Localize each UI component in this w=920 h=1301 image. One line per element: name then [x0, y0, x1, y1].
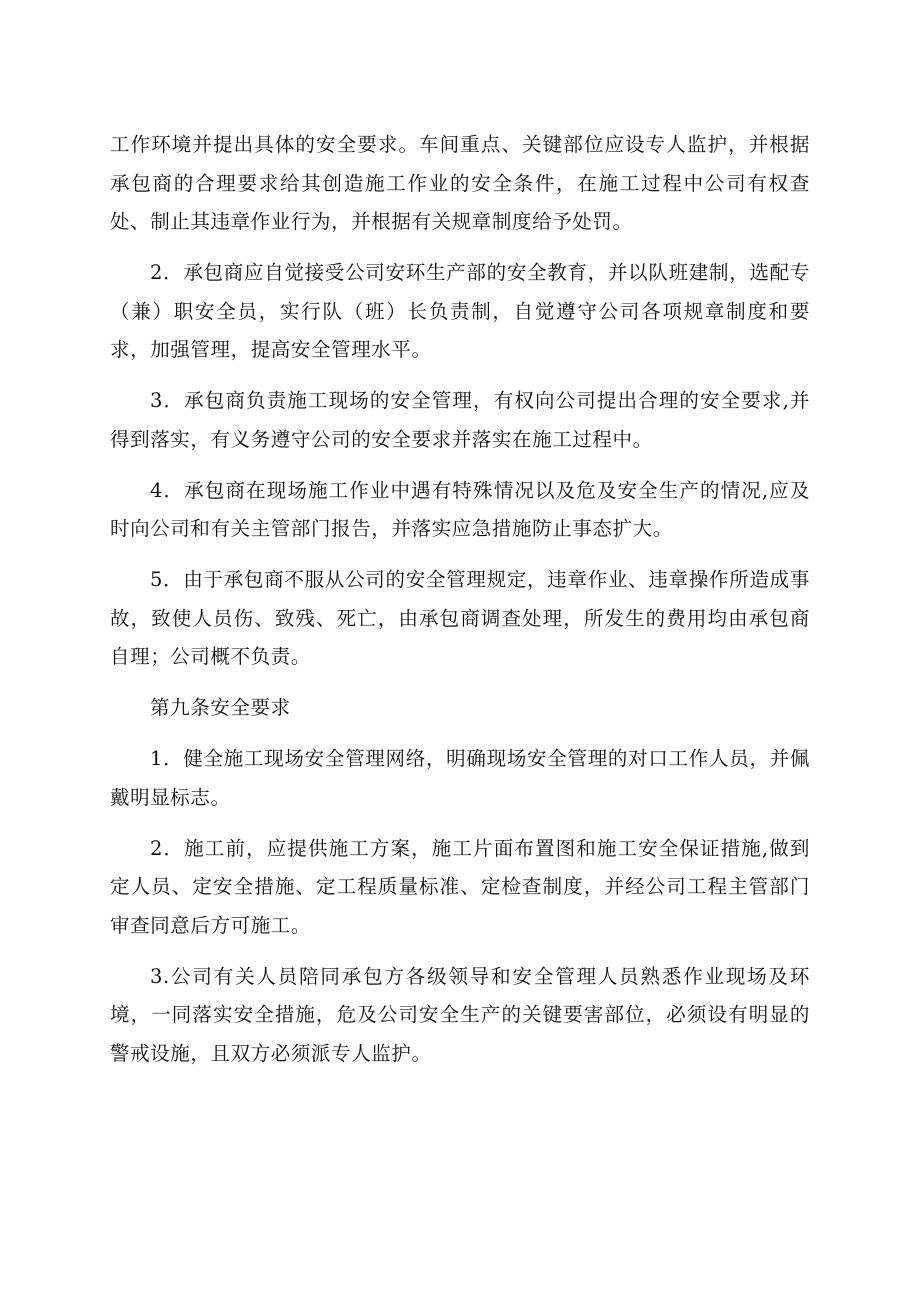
paragraph-continuation: 工作环境并提出具体的安全要求。车间重点、关键部位应设专人监护，并根据承包商的合理要求给其创造施工作业的安全条件，在施工过程中公司有权查处、制止其违章作业行为，并根据有关规章制度给予处罚。 — [110, 133, 810, 233]
safety-item-1: 1．健全施工现场安全管理网络，明确现场安全管理的对口工作人员，并佩戴明显标志。 — [110, 747, 810, 809]
paragraph-item-3: 3．承包商负责施工现场的安全管理，有权向公司提出合理的安全要求,并得到落实，有义务遵守公司的安全要求并落实在施工过程中。 — [110, 389, 810, 451]
section-heading-article-9: 第九条安全要求 — [150, 696, 291, 719]
paragraph-item-2: 2．承包商应自觉接受公司安环生产部的安全教育，并以队班建制，选配专（兼）职安全员，实行队（班）长负责制，自觉遵守公司各项规章制度和要求，加强管理，提高安全管理水平。 — [110, 261, 810, 361]
paragraph-item-5: 5．由于承包商不服从公司的安全管理规定，违章作业、违章操作所造成事故，致使人员伤、致残、死亡，由承包商调查处理，所发生的费用均由承包商自理；公司概不负责。 — [110, 568, 810, 668]
safety-item-2: 2．施工前，应提供施工方案，施工片面布置图和施工安全保证措施,做到定人员、定安全措施、定工程质量标准、定检查制度，并经公司工程主管部门审查同意后方可施工。 — [110, 836, 810, 937]
document-body — [110, 126, 810, 1086]
safety-item-3: 3.公司有关人员陪同承包方各级领导和安全管理人员熟悉作业现场及环境，一同落实安全措施，危及公司安全生产的关键要害部位，必须设有明显的警戒设施，且双方必须派专人监护。 — [110, 964, 810, 1065]
paragraph-item-4: 4．承包商在现场施工作业中遇有特殊情况以及危及安全生产的情况,应及时向公司和有关主管部门报告，并落实应急措施防止事态扩大。 — [110, 478, 810, 540]
